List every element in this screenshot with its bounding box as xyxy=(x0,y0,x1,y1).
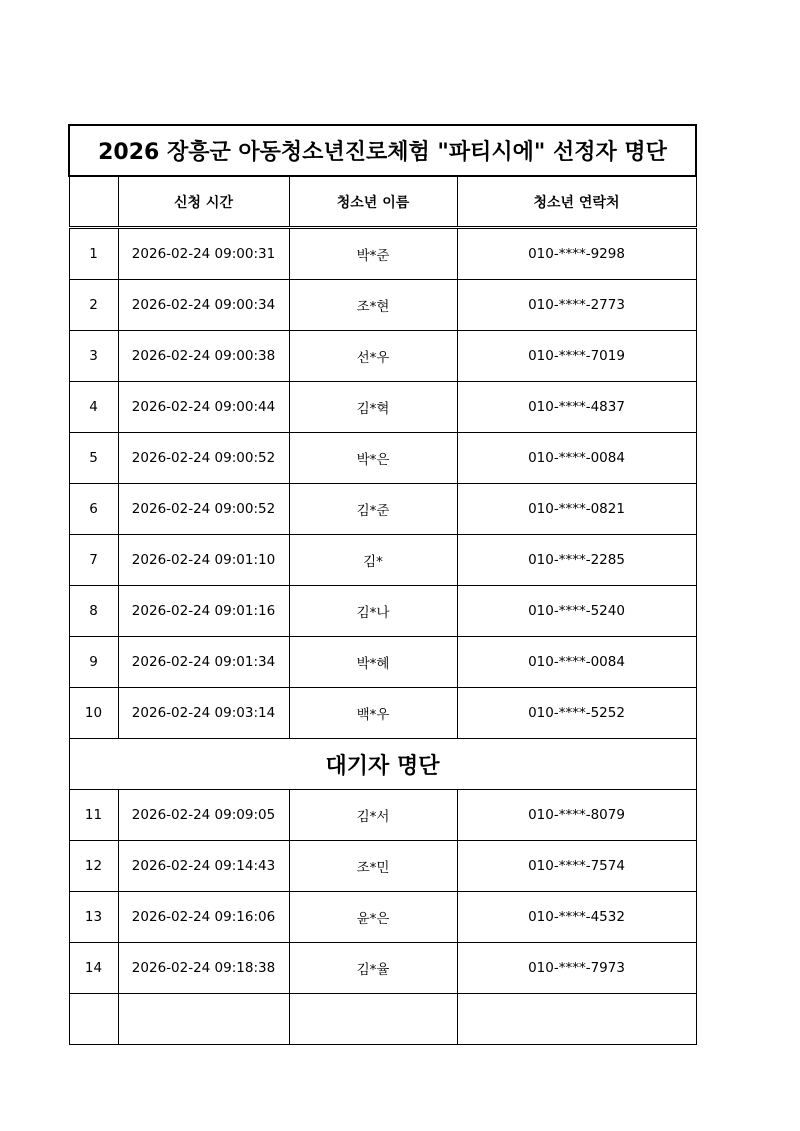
selected-row xyxy=(69,535,696,586)
header-time: 신청 시간 xyxy=(118,176,289,228)
cell-no: 2 xyxy=(69,280,118,331)
waitlist-row xyxy=(69,841,696,892)
waitlist-row xyxy=(69,892,696,943)
cell-contact: 010-****-7019 xyxy=(457,331,696,382)
cell-name: 김* xyxy=(289,535,457,586)
empty-cell xyxy=(289,994,457,1045)
cell-contact: 010-****-8079 xyxy=(457,790,696,841)
cell-name: 선*우 xyxy=(289,331,457,382)
header-no xyxy=(69,176,118,228)
selected-row xyxy=(69,382,696,433)
header-contact: 청소년 연락처 xyxy=(457,176,696,228)
cell-name: 김*나 xyxy=(289,586,457,637)
roster-table xyxy=(68,124,697,1045)
cell-name: 박*혜 xyxy=(289,637,457,688)
cell-time: 2026-02-24 09:14:43 xyxy=(118,841,289,892)
cell-name: 박*준 xyxy=(289,228,457,280)
cell-time: 2026-02-24 09:09:05 xyxy=(118,790,289,841)
cell-time: 2026-02-24 09:01:34 xyxy=(118,637,289,688)
cell-no: 5 xyxy=(69,433,118,484)
cell-name: 김*율 xyxy=(289,943,457,994)
roster-sheet xyxy=(68,124,695,1045)
cell-no: 7 xyxy=(69,535,118,586)
selected-row xyxy=(69,484,696,535)
cell-no: 11 xyxy=(69,790,118,841)
cell-time: 2026-02-24 09:00:52 xyxy=(118,433,289,484)
cell-contact: 010-****-0821 xyxy=(457,484,696,535)
page-title: 2026 장흥군 아동청소년진로체험 "파티시에" 선정자 명단 xyxy=(69,125,696,176)
title-row xyxy=(69,125,696,176)
waitlist-row xyxy=(69,790,696,841)
cell-no: 10 xyxy=(69,688,118,739)
cell-time: 2026-02-24 09:00:38 xyxy=(118,331,289,382)
selected-row xyxy=(69,688,696,739)
cell-name: 조*민 xyxy=(289,841,457,892)
cell-name: 조*현 xyxy=(289,280,457,331)
empty-row xyxy=(69,994,696,1045)
cell-name: 김*혁 xyxy=(289,382,457,433)
header-row xyxy=(69,176,696,228)
selected-row xyxy=(69,586,696,637)
cell-name: 박*은 xyxy=(289,433,457,484)
waitlist-row xyxy=(69,943,696,994)
selected-row xyxy=(69,637,696,688)
waitlist-heading-row xyxy=(69,739,696,790)
cell-contact: 010-****-0084 xyxy=(457,637,696,688)
cell-time: 2026-02-24 09:16:06 xyxy=(118,892,289,943)
empty-cell xyxy=(457,994,696,1045)
cell-time: 2026-02-24 09:03:14 xyxy=(118,688,289,739)
cell-contact: 010-****-2285 xyxy=(457,535,696,586)
cell-time: 2026-02-24 09:01:10 xyxy=(118,535,289,586)
cell-contact: 010-****-4837 xyxy=(457,382,696,433)
cell-no: 12 xyxy=(69,841,118,892)
cell-contact: 010-****-7574 xyxy=(457,841,696,892)
waitlist-title: 대기자 명단 xyxy=(69,739,696,790)
cell-contact: 010-****-5252 xyxy=(457,688,696,739)
cell-no: 8 xyxy=(69,586,118,637)
empty-cell xyxy=(118,994,289,1045)
selected-row xyxy=(69,228,696,280)
cell-no: 1 xyxy=(69,228,118,280)
cell-time: 2026-02-24 09:00:34 xyxy=(118,280,289,331)
selected-row xyxy=(69,280,696,331)
cell-time: 2026-02-24 09:18:38 xyxy=(118,943,289,994)
selected-row xyxy=(69,433,696,484)
cell-contact: 010-****-9298 xyxy=(457,228,696,280)
cell-contact: 010-****-2773 xyxy=(457,280,696,331)
cell-contact: 010-****-5240 xyxy=(457,586,696,637)
cell-contact: 010-****-4532 xyxy=(457,892,696,943)
cell-time: 2026-02-24 09:01:16 xyxy=(118,586,289,637)
cell-contact: 010-****-0084 xyxy=(457,433,696,484)
selected-row xyxy=(69,331,696,382)
cell-time: 2026-02-24 09:00:31 xyxy=(118,228,289,280)
cell-name: 김*서 xyxy=(289,790,457,841)
empty-cell xyxy=(69,994,118,1045)
header-name: 청소년 이름 xyxy=(289,176,457,228)
cell-no: 13 xyxy=(69,892,118,943)
cell-no: 4 xyxy=(69,382,118,433)
cell-time: 2026-02-24 09:00:44 xyxy=(118,382,289,433)
cell-no: 6 xyxy=(69,484,118,535)
cell-no: 3 xyxy=(69,331,118,382)
cell-name: 윤*은 xyxy=(289,892,457,943)
cell-contact: 010-****-7973 xyxy=(457,943,696,994)
cell-no: 14 xyxy=(69,943,118,994)
cell-no: 9 xyxy=(69,637,118,688)
cell-time: 2026-02-24 09:00:52 xyxy=(118,484,289,535)
cell-name: 백*우 xyxy=(289,688,457,739)
cell-name: 김*준 xyxy=(289,484,457,535)
